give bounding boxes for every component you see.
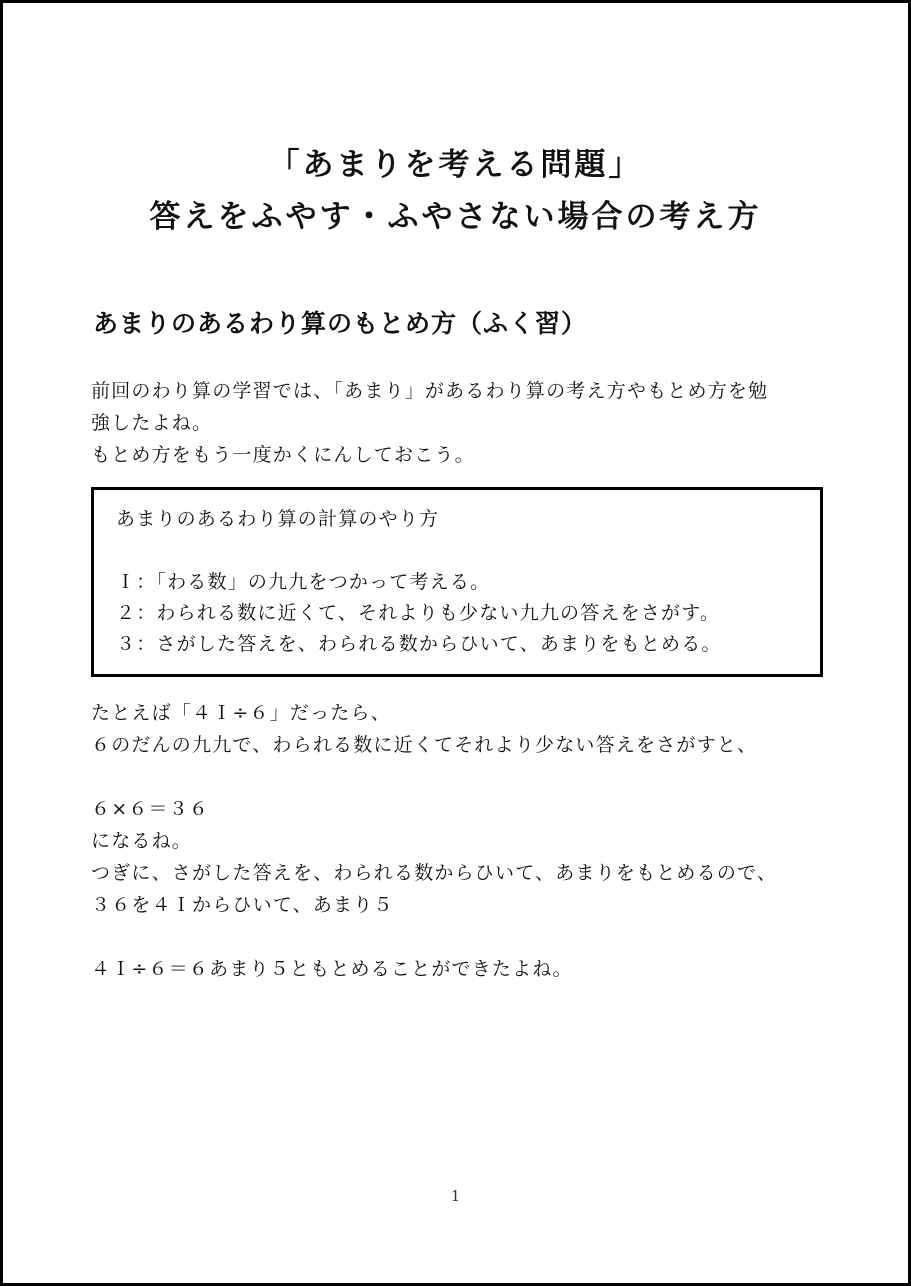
spacer <box>91 761 777 793</box>
section-heading: あまりのあるわり算のもとめ方（ふく習） <box>93 309 588 338</box>
example-line: ３６を４Ｉからひいて、あまり５ <box>91 894 394 916</box>
intro-line: もとめ方をもう一度かくにんしておこう。 <box>91 444 475 466</box>
spacer <box>91 921 777 953</box>
example-line: ６のだんの九九で、わられる数に近くてそれより少ない答えをさがすと、 <box>91 734 758 756</box>
method-box <box>91 487 823 677</box>
document-title <box>3 139 908 243</box>
example-line: ６×６＝３６ <box>91 798 210 820</box>
example-line: になるね。 <box>91 830 193 852</box>
intro-line: 強したよね。 <box>91 412 213 434</box>
method-step: ２：わられる数に近くて、それよりも少ない九九の答えをさがす。 <box>116 602 721 624</box>
method-steps <box>116 567 820 660</box>
example-line: つぎに、さがした答えを、わられる数からひいて、あまりをもとめるので、 <box>91 862 778 884</box>
method-step: Ｉ：「わる数」の九九をつかって考える。 <box>116 571 491 593</box>
example-line: たとえば「４Ｉ÷６」だったら、 <box>91 702 391 724</box>
page-number: 1 <box>450 1187 461 1205</box>
intro-paragraph <box>91 375 768 471</box>
intro-line: 前回のわり算の学習では、「あまり」があるわり算の考え方やもとめ方を勉 <box>91 380 769 402</box>
title-line-2: 答えをふやす・ふやさない場合の考え方 <box>149 199 762 235</box>
method-box-title: あまりのあるわり算の計算のやり方 <box>116 508 440 530</box>
conclusion-line: ４Ｉ÷６＝６あまり５ともとめることができたよね。 <box>91 958 573 980</box>
method-step: ３：さがした答えを、わられる数からひいて、あまりをもとめる。 <box>116 633 722 655</box>
example-paragraph <box>91 697 777 985</box>
title-line-1: 「あまりを考える問題」 <box>268 147 643 183</box>
